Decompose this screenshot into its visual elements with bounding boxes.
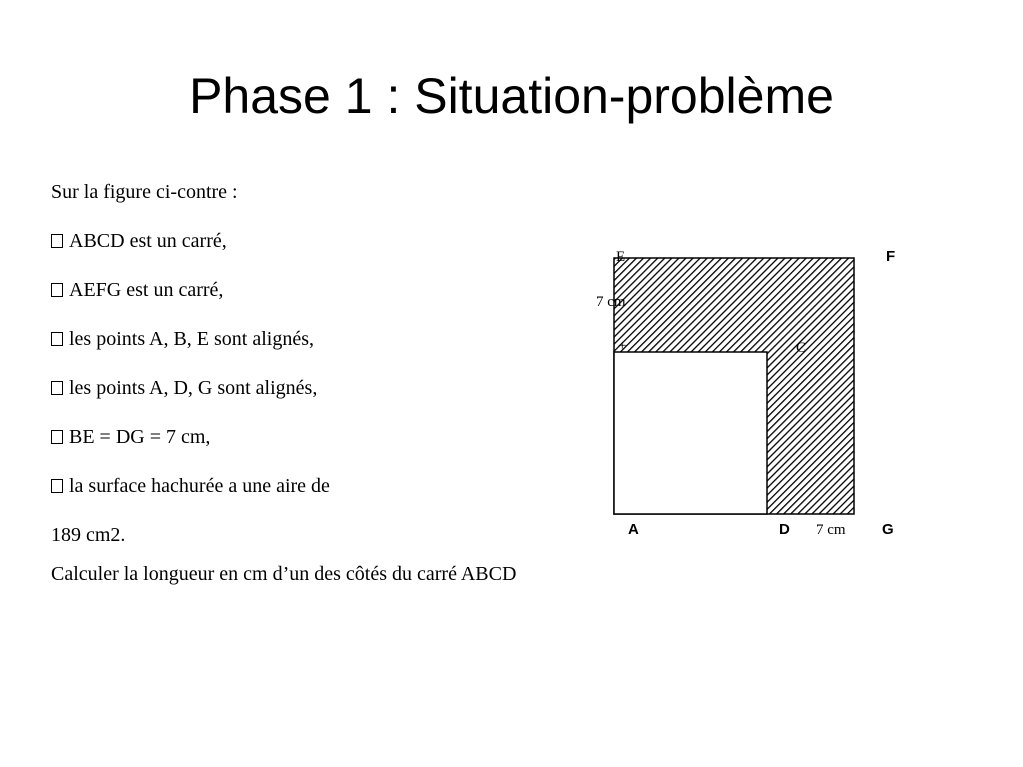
bullet-box-icon: [51, 332, 63, 346]
area-value: 189 cm2.: [51, 524, 126, 546]
condition-item: [51, 376, 521, 401]
label-e: E: [616, 249, 626, 265]
label-b: +: [618, 338, 627, 354]
condition-text: AEFG est un carré,: [69, 279, 224, 301]
bullet-box-icon: [51, 381, 63, 395]
squares-diagram: [590, 240, 910, 540]
question-text: Calculer la longueur en cm d’un des côtés du carré ABCD: [51, 563, 517, 585]
condition-text: ABCD est un carré,: [69, 230, 227, 252]
square-abcd: [614, 352, 767, 514]
intro-text: Sur la figure ci-contre :: [51, 181, 238, 203]
condition-item: [51, 229, 521, 254]
problem-statement: [51, 180, 521, 611]
label-f: F: [886, 248, 896, 265]
label-c: C: [796, 340, 807, 356]
condition-text: les points A, B, E sont alignés,: [69, 328, 314, 350]
bullet-box-icon: [51, 234, 63, 248]
label-d: D: [779, 521, 790, 538]
label-be-length: 7 cm: [596, 294, 626, 310]
bullet-box-icon: [51, 479, 63, 493]
label-a: A: [628, 521, 639, 538]
condition-item: [51, 474, 521, 499]
condition-text: la surface hachurée a une aire de: [69, 475, 330, 497]
bullet-box-icon: [51, 430, 63, 444]
condition-text: les points A, D, G sont alignés,: [69, 377, 318, 399]
label-g: G: [882, 521, 894, 538]
condition-item: [51, 425, 521, 450]
condition-text: BE = DG = 7 cm,: [69, 426, 211, 448]
geometry-figure: [590, 240, 910, 540]
slide-title: Phase 1 : Situation-problème: [189, 68, 834, 124]
condition-item: [51, 278, 521, 303]
bullet-box-icon: [51, 283, 63, 297]
label-dg-length: 7 cm: [816, 522, 846, 538]
condition-item: [51, 327, 521, 352]
